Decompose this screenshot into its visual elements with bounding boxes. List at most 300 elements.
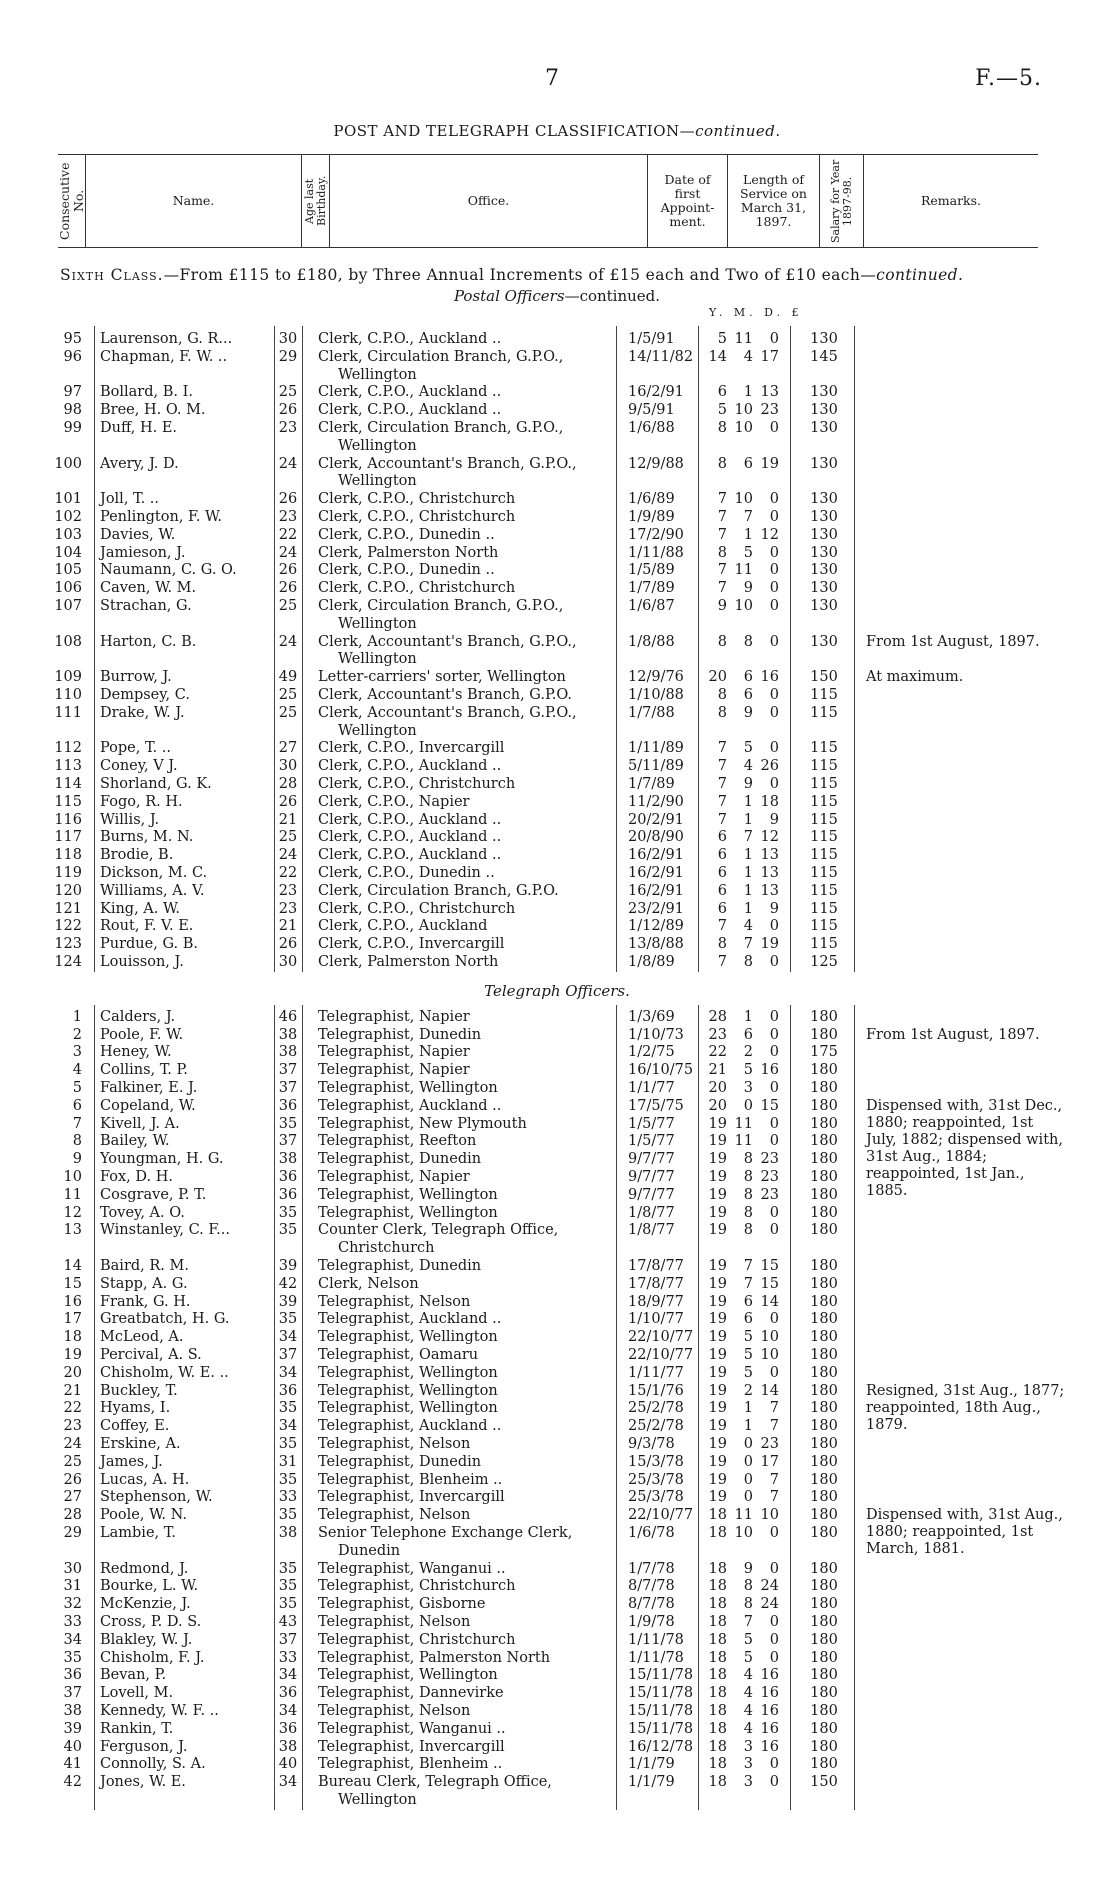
- row-months: 7: [743, 936, 753, 953]
- row-name: Ferguson, J.: [100, 1738, 188, 1755]
- page-title: [0, 122, 1114, 140]
- row-months: 9: [743, 776, 753, 792]
- row-name: Coney, V J.: [100, 758, 178, 775]
- row-days: 0: [769, 1115, 779, 1132]
- row-office: Telegraphist, Christchurch: [318, 1631, 516, 1648]
- row-months: 5: [743, 1631, 753, 1648]
- page-title-main: POST AND TELEGRAPH CLASSIFICATION—: [333, 122, 696, 140]
- col-office: Office.: [330, 155, 648, 247]
- row-remarks: Dispensed with, 31st Aug., 1880; reappointed, 1st March, 1881.: [866, 1507, 1063, 1558]
- row-office: Clerk, Nelson: [318, 1275, 419, 1292]
- row-months: 3: [743, 1774, 753, 1791]
- row-salary: 115: [810, 776, 838, 792]
- row-age: 38: [278, 1738, 298, 1755]
- row-salary: 125: [810, 954, 838, 970]
- row-salary: 130: [810, 633, 838, 650]
- column-rule: [616, 1005, 617, 1810]
- col-date: Date of first Appoint- ment.: [648, 155, 728, 247]
- row-salary: 180: [810, 1008, 838, 1025]
- row-office: Clerk, C.P.O., Christchurch: [318, 900, 516, 917]
- row-age: 40: [278, 1756, 298, 1773]
- row-months: 5: [743, 1329, 753, 1346]
- row-number: 110: [54, 687, 82, 703]
- row-days: 13: [760, 384, 779, 401]
- row-date: 1/6/89: [628, 491, 675, 508]
- row-office: Clerk, C.P.O., Auckland ..: [318, 758, 502, 775]
- row-age: 33: [278, 1649, 298, 1666]
- row-age: 24: [278, 455, 298, 472]
- row-date: 25/3/78: [628, 1489, 684, 1506]
- row-date: 1/7/89: [628, 776, 675, 792]
- row-office: Telegraphist, Gisborne: [318, 1596, 486, 1613]
- row-date: 1/10/73: [628, 1026, 684, 1043]
- row-years: 18: [708, 1756, 727, 1773]
- row-date: 16/2/91: [628, 847, 684, 864]
- row-date: 1/6/78: [628, 1525, 675, 1541]
- row-office: Telegraphist, Wellington: [318, 1364, 498, 1381]
- row-office: Telegraphist, Dannevirke: [318, 1685, 504, 1702]
- row-office: Telegraphist, Wellington: [318, 1667, 498, 1684]
- row-months: 9: [743, 580, 753, 597]
- row-age: 37: [278, 1062, 298, 1079]
- row-years: 18: [708, 1631, 727, 1648]
- column-rule: [274, 326, 275, 972]
- row-age: 37: [278, 1631, 298, 1648]
- row-age: 36: [278, 1186, 298, 1203]
- row-months: 1: [743, 882, 753, 899]
- column-rule: [616, 326, 617, 972]
- row-number: 18: [63, 1329, 82, 1346]
- row-age: 35: [278, 1222, 298, 1239]
- row-date: 9/7/77: [628, 1151, 675, 1168]
- row-months: 11: [734, 562, 753, 579]
- row-days: 0: [769, 544, 779, 561]
- row-months: 1: [743, 793, 753, 810]
- row-age: 25: [278, 704, 298, 721]
- row-name: Tovey, A. O.: [100, 1204, 185, 1221]
- row-number: 103: [54, 526, 82, 543]
- row-office: Clerk, Accountant's Branch, G.P.O.: [318, 687, 573, 703]
- row-office: Telegraphist, Oamaru: [318, 1347, 479, 1363]
- column-rule: [790, 326, 791, 972]
- row-number: 34: [63, 1631, 82, 1648]
- row-office: Clerk, Circulation Branch, G.P.O.,: [318, 420, 564, 436]
- row-salary: 180: [810, 1649, 838, 1666]
- row-name: McKenzie, J.: [100, 1596, 191, 1613]
- row-age: 25: [278, 598, 298, 614]
- row-years: 18: [708, 1738, 727, 1755]
- row-age: 43: [278, 1614, 298, 1630]
- row-salary: 180: [810, 1275, 838, 1292]
- row-days: 16: [760, 669, 779, 686]
- row-age: 24: [278, 544, 298, 561]
- row-date: 1/5/89: [628, 562, 675, 579]
- row-age: 23: [278, 509, 298, 525]
- row-salary: 180: [810, 1382, 838, 1399]
- row-office: Clerk, C.P.O., Invercargill: [318, 936, 505, 953]
- row-days: 0: [769, 598, 779, 614]
- row-name: Collins, T. P.: [100, 1062, 188, 1079]
- row-name: Brodie, B.: [100, 847, 174, 864]
- row-date: 1/11/88: [628, 544, 684, 561]
- row-date: 16/2/91: [628, 384, 684, 401]
- row-date: 1/1/79: [628, 1774, 675, 1791]
- column-rule: [854, 1005, 855, 1810]
- row-age: 34: [278, 1703, 298, 1719]
- row-name: Youngman, H. G.: [100, 1151, 224, 1168]
- row-salary: 115: [810, 882, 838, 899]
- row-years: 6: [717, 847, 727, 864]
- row-days: 0: [769, 1026, 779, 1043]
- row-date: 1/9/78: [628, 1614, 675, 1630]
- row-name: Penlington, F. W.: [100, 509, 223, 525]
- row-office: Telegraphist, Dunedin: [318, 1026, 482, 1043]
- row-name: Avery, J. D.: [100, 455, 179, 472]
- row-years: 22: [708, 1044, 727, 1061]
- row-salary: 180: [810, 1756, 838, 1773]
- row-name: Kennedy, W. F. ..: [100, 1703, 219, 1719]
- row-age: 37: [278, 1133, 298, 1150]
- row-months: 11: [734, 1115, 753, 1132]
- row-days: 23: [760, 1436, 779, 1452]
- row-name: Harton, C. B.: [100, 633, 197, 650]
- col-consecutive: Consecutive No.: [58, 155, 86, 247]
- row-days: 0: [769, 509, 779, 525]
- row-date: 1/1/77: [628, 1080, 675, 1096]
- row-days: 23: [760, 1169, 779, 1185]
- row-months: 1: [743, 526, 753, 543]
- row-days: 0: [769, 562, 779, 579]
- row-days: 0: [769, 704, 779, 721]
- row-office: Clerk, C.P.O., Auckland ..: [318, 384, 502, 401]
- row-months: 10: [734, 491, 753, 508]
- row-date: 1/11/78: [628, 1631, 684, 1648]
- row-office: Telegraphist, Napier: [318, 1008, 470, 1025]
- row-days: 16: [760, 1685, 779, 1702]
- row-number: 8: [72, 1133, 82, 1150]
- row-years: 7: [717, 740, 727, 757]
- section-heading-telegraph: Telegraph Officers.: [484, 981, 630, 1000]
- row-office: Clerk, Accountant's Branch, G.P.O.,: [318, 633, 577, 650]
- row-months: 0: [743, 1453, 753, 1470]
- row-number: 36: [63, 1667, 82, 1684]
- row-months: 5: [743, 1347, 753, 1363]
- row-months: 4: [743, 1720, 753, 1737]
- row-years: 5: [717, 331, 727, 347]
- row-salary: 180: [810, 1631, 838, 1648]
- row-days: 16: [760, 1738, 779, 1755]
- row-age: 35: [278, 1471, 298, 1488]
- row-years: 7: [717, 793, 727, 810]
- row-office: Clerk, C.P.O., Christchurch: [318, 580, 516, 597]
- row-months: 8: [743, 633, 753, 650]
- row-office: Clerk, C.P.O., Auckland ..: [318, 829, 502, 846]
- row-days: 0: [769, 1364, 779, 1381]
- row-remarks: Dispensed with, 31st Dec., 1880; reappointed, 1st July, 1882; dispensed with, 31st Aug., 1884; reappointed, 1st Jan., 1885.: [866, 1097, 1063, 1199]
- row-days: 0: [769, 1222, 779, 1239]
- row-months: 8: [743, 954, 753, 970]
- column-rule: [302, 1005, 303, 1810]
- column-rule: [854, 326, 855, 972]
- row-office: Clerk, C.P.O., Auckland ..: [318, 402, 502, 419]
- row-office: Counter Clerk, Telegraph Office,: [318, 1222, 559, 1239]
- row-age: 25: [278, 384, 298, 401]
- row-date: 1/11/77: [628, 1364, 684, 1381]
- row-days: 0: [769, 1204, 779, 1221]
- row-office: Clerk, C.P.O., Auckland ..: [318, 331, 502, 347]
- row-days: 26: [760, 758, 779, 775]
- row-age: 27: [278, 740, 298, 757]
- row-years: 19: [708, 1115, 727, 1132]
- column-rule: [94, 1005, 95, 1810]
- row-date: 14/11/82: [628, 348, 694, 365]
- row-days: 0: [769, 1008, 779, 1025]
- row-age: 23: [278, 420, 298, 436]
- row-date: 22/10/77: [628, 1347, 694, 1363]
- row-name: Davies, W.: [100, 526, 176, 543]
- row-age: 36: [278, 1685, 298, 1702]
- row-name: Burrow, J.: [100, 669, 172, 686]
- row-name: Chisholm, W. E. ..: [100, 1364, 229, 1381]
- row-date: 9/7/77: [628, 1186, 675, 1203]
- row-number: 113: [54, 758, 82, 775]
- row-number: 16: [63, 1293, 82, 1310]
- row-years: 18: [708, 1507, 727, 1524]
- row-remarks: At maximum.: [866, 669, 964, 686]
- row-months: 0: [743, 1489, 753, 1506]
- row-days: 9: [769, 900, 779, 917]
- row-age: 24: [278, 847, 298, 864]
- row-office: Letter-carriers' sorter, Wellington: [318, 669, 566, 686]
- row-number: 99: [63, 420, 82, 436]
- row-office: Telegraphist, Napier: [318, 1062, 470, 1079]
- row-days: 7: [769, 1471, 779, 1488]
- row-age: 30: [278, 331, 298, 347]
- row-salary: 180: [810, 1186, 838, 1203]
- row-office: Telegraphist, Napier: [318, 1169, 470, 1185]
- row-age: 35: [278, 1578, 298, 1595]
- row-number: 115: [54, 793, 82, 810]
- row-years: 19: [708, 1364, 727, 1381]
- row-age: 34: [278, 1329, 298, 1346]
- row-date: 5/11/89: [628, 758, 684, 775]
- row-name: Copeland, W.: [100, 1097, 196, 1114]
- row-office-continued: Wellington: [338, 473, 417, 490]
- row-years: 19: [708, 1471, 727, 1488]
- row-months: 8: [743, 1204, 753, 1221]
- row-date: 17/8/77: [628, 1258, 684, 1274]
- row-date: 8/7/78: [628, 1578, 675, 1595]
- row-salary: 180: [810, 1703, 838, 1719]
- row-date: 25/2/78: [628, 1400, 684, 1417]
- row-name: Hyams, I.: [100, 1400, 171, 1417]
- row-age: 26: [278, 491, 298, 508]
- row-months: 8: [743, 1169, 753, 1185]
- row-number: 26: [63, 1471, 82, 1488]
- row-years: 6: [717, 882, 727, 899]
- row-office-continued: Wellington: [338, 615, 417, 632]
- row-months: 2: [743, 1382, 753, 1399]
- row-salary: 130: [810, 598, 838, 614]
- row-date: 25/3/78: [628, 1471, 684, 1488]
- row-years: 18: [708, 1720, 727, 1737]
- row-name: Fox, D. H.: [100, 1169, 173, 1185]
- row-age: 35: [278, 1507, 298, 1524]
- row-name: Frank, G. H.: [100, 1293, 191, 1310]
- row-years: 7: [717, 776, 727, 792]
- row-months: 4: [743, 918, 753, 935]
- row-office: Telegraphist, Nelson: [318, 1293, 471, 1310]
- row-number: 111: [54, 704, 82, 721]
- row-number: 39: [63, 1720, 82, 1737]
- row-date: 8/7/78: [628, 1596, 675, 1613]
- row-office: Telegraphist, Napier: [318, 1044, 470, 1061]
- row-name: Greatbatch, H. G.: [100, 1311, 230, 1328]
- row-number: 15: [63, 1275, 82, 1292]
- row-salary: 115: [810, 847, 838, 864]
- class-heading: [60, 266, 1060, 284]
- row-months: 1: [743, 1400, 753, 1417]
- row-days: 24: [760, 1596, 779, 1613]
- row-days: 15: [760, 1097, 779, 1114]
- row-years: 7: [717, 954, 727, 970]
- row-days: 16: [760, 1667, 779, 1684]
- row-years: 14: [708, 348, 727, 365]
- column-header: [58, 154, 1038, 248]
- row-years: 8: [717, 633, 727, 650]
- class-description: —From £115 to £180, by Three Annual Increments of £15 each and Two of £10 each—: [163, 266, 877, 284]
- row-salary: 180: [810, 1453, 838, 1470]
- row-days: 14: [760, 1382, 779, 1399]
- row-office: Clerk, C.P.O., Invercargill: [318, 740, 505, 757]
- row-months: 7: [743, 1275, 753, 1292]
- row-number: 116: [54, 811, 82, 828]
- row-number: 21: [63, 1382, 82, 1399]
- row-number: 12: [63, 1204, 82, 1221]
- row-office: Clerk, C.P.O., Auckland ..: [318, 847, 502, 864]
- row-age: 26: [278, 936, 298, 953]
- row-days: 0: [769, 776, 779, 792]
- row-days: 0: [769, 1560, 779, 1577]
- row-age: 46: [278, 1008, 298, 1025]
- row-months: 8: [743, 1222, 753, 1239]
- row-office: Clerk, C.P.O., Dunedin ..: [318, 562, 495, 579]
- row-days: 0: [769, 918, 779, 935]
- row-date: 1/2/75: [628, 1044, 675, 1061]
- row-date: 17/8/77: [628, 1275, 684, 1292]
- row-years: 20: [708, 1080, 727, 1096]
- row-name: Bevan, P.: [100, 1667, 167, 1684]
- row-office: Telegraphist, Wellington: [318, 1204, 498, 1221]
- row-months: 4: [743, 1703, 753, 1719]
- row-months: 5: [743, 1364, 753, 1381]
- row-months: 7: [743, 509, 753, 525]
- row-salary: 115: [810, 865, 838, 881]
- row-office: Telegraphist, Wellington: [318, 1329, 498, 1346]
- row-number: 9: [72, 1151, 82, 1168]
- row-salary: 115: [810, 704, 838, 721]
- row-age: 35: [278, 1115, 298, 1132]
- row-office: Telegraphist, Wellington: [318, 1382, 498, 1399]
- row-office: Telegraphist, Invercargill: [318, 1489, 505, 1506]
- row-salary: 115: [810, 740, 838, 757]
- row-months: 3: [743, 1080, 753, 1096]
- row-name: Connolly, S. A.: [100, 1756, 206, 1773]
- row-days: 10: [760, 1329, 779, 1346]
- row-days: 0: [769, 1311, 779, 1328]
- row-years: 19: [708, 1222, 727, 1239]
- row-date: 1/8/77: [628, 1204, 675, 1221]
- row-age: 26: [278, 562, 298, 579]
- row-office: Telegraphist, Wellington: [318, 1400, 498, 1417]
- row-years: 19: [708, 1436, 727, 1452]
- row-number: 96: [63, 348, 82, 365]
- row-months: 1: [743, 1008, 753, 1025]
- row-years: 19: [708, 1489, 727, 1506]
- row-date: 1/12/89: [628, 918, 684, 935]
- row-days: 17: [760, 348, 779, 365]
- row-name: Dickson, M. C.: [100, 865, 208, 881]
- row-number: 5: [72, 1080, 82, 1096]
- row-years: 9: [717, 598, 727, 614]
- row-date: 1/7/78: [628, 1560, 675, 1577]
- row-age: 33: [278, 1489, 298, 1506]
- row-months: 8: [743, 1186, 753, 1203]
- row-years: 18: [708, 1667, 727, 1684]
- row-years: 18: [708, 1649, 727, 1666]
- row-number: 32: [63, 1596, 82, 1613]
- row-age: 42: [278, 1275, 298, 1292]
- row-number: 107: [54, 598, 82, 614]
- row-days: 7: [769, 1489, 779, 1506]
- row-number: 31: [63, 1578, 82, 1595]
- row-salary: 180: [810, 1258, 838, 1274]
- row-office: Clerk, C.P.O., Christchurch: [318, 776, 516, 792]
- row-date: 9/3/78: [628, 1436, 675, 1452]
- row-date: 1/6/87: [628, 598, 675, 614]
- row-days: 0: [769, 331, 779, 347]
- row-age: 39: [278, 1293, 298, 1310]
- row-years: 28: [708, 1008, 727, 1025]
- row-office: Clerk, C.P.O., Auckland ..: [318, 811, 502, 828]
- col-name: Name.: [86, 155, 302, 247]
- row-years: 19: [708, 1418, 727, 1435]
- row-office: Telegraphist, Blenheim ..: [318, 1756, 503, 1773]
- row-years: 18: [708, 1596, 727, 1613]
- row-years: 18: [708, 1578, 727, 1595]
- row-office: Clerk, Palmerston North: [318, 954, 499, 970]
- row-days: 7: [769, 1400, 779, 1417]
- row-name: Pope, T. ..: [100, 740, 171, 757]
- row-salary: 150: [810, 1774, 838, 1791]
- row-date: 1/10/77: [628, 1311, 684, 1328]
- row-age: 38: [278, 1525, 298, 1541]
- row-number: 120: [54, 882, 82, 899]
- row-months: 0: [743, 1436, 753, 1452]
- row-salary: 115: [810, 793, 838, 810]
- row-days: 23: [760, 1151, 779, 1168]
- row-name: King, A. W.: [100, 900, 180, 917]
- row-years: 6: [717, 384, 727, 401]
- row-date: 15/11/78: [628, 1685, 694, 1702]
- row-salary: 180: [810, 1115, 838, 1132]
- row-date: 16/10/75: [628, 1062, 694, 1079]
- row-salary: 180: [810, 1222, 838, 1239]
- row-office: Telegraphist, Nelson: [318, 1507, 471, 1524]
- row-date: 1/5/77: [628, 1115, 675, 1132]
- row-salary: 150: [810, 669, 838, 686]
- row-days: 0: [769, 580, 779, 597]
